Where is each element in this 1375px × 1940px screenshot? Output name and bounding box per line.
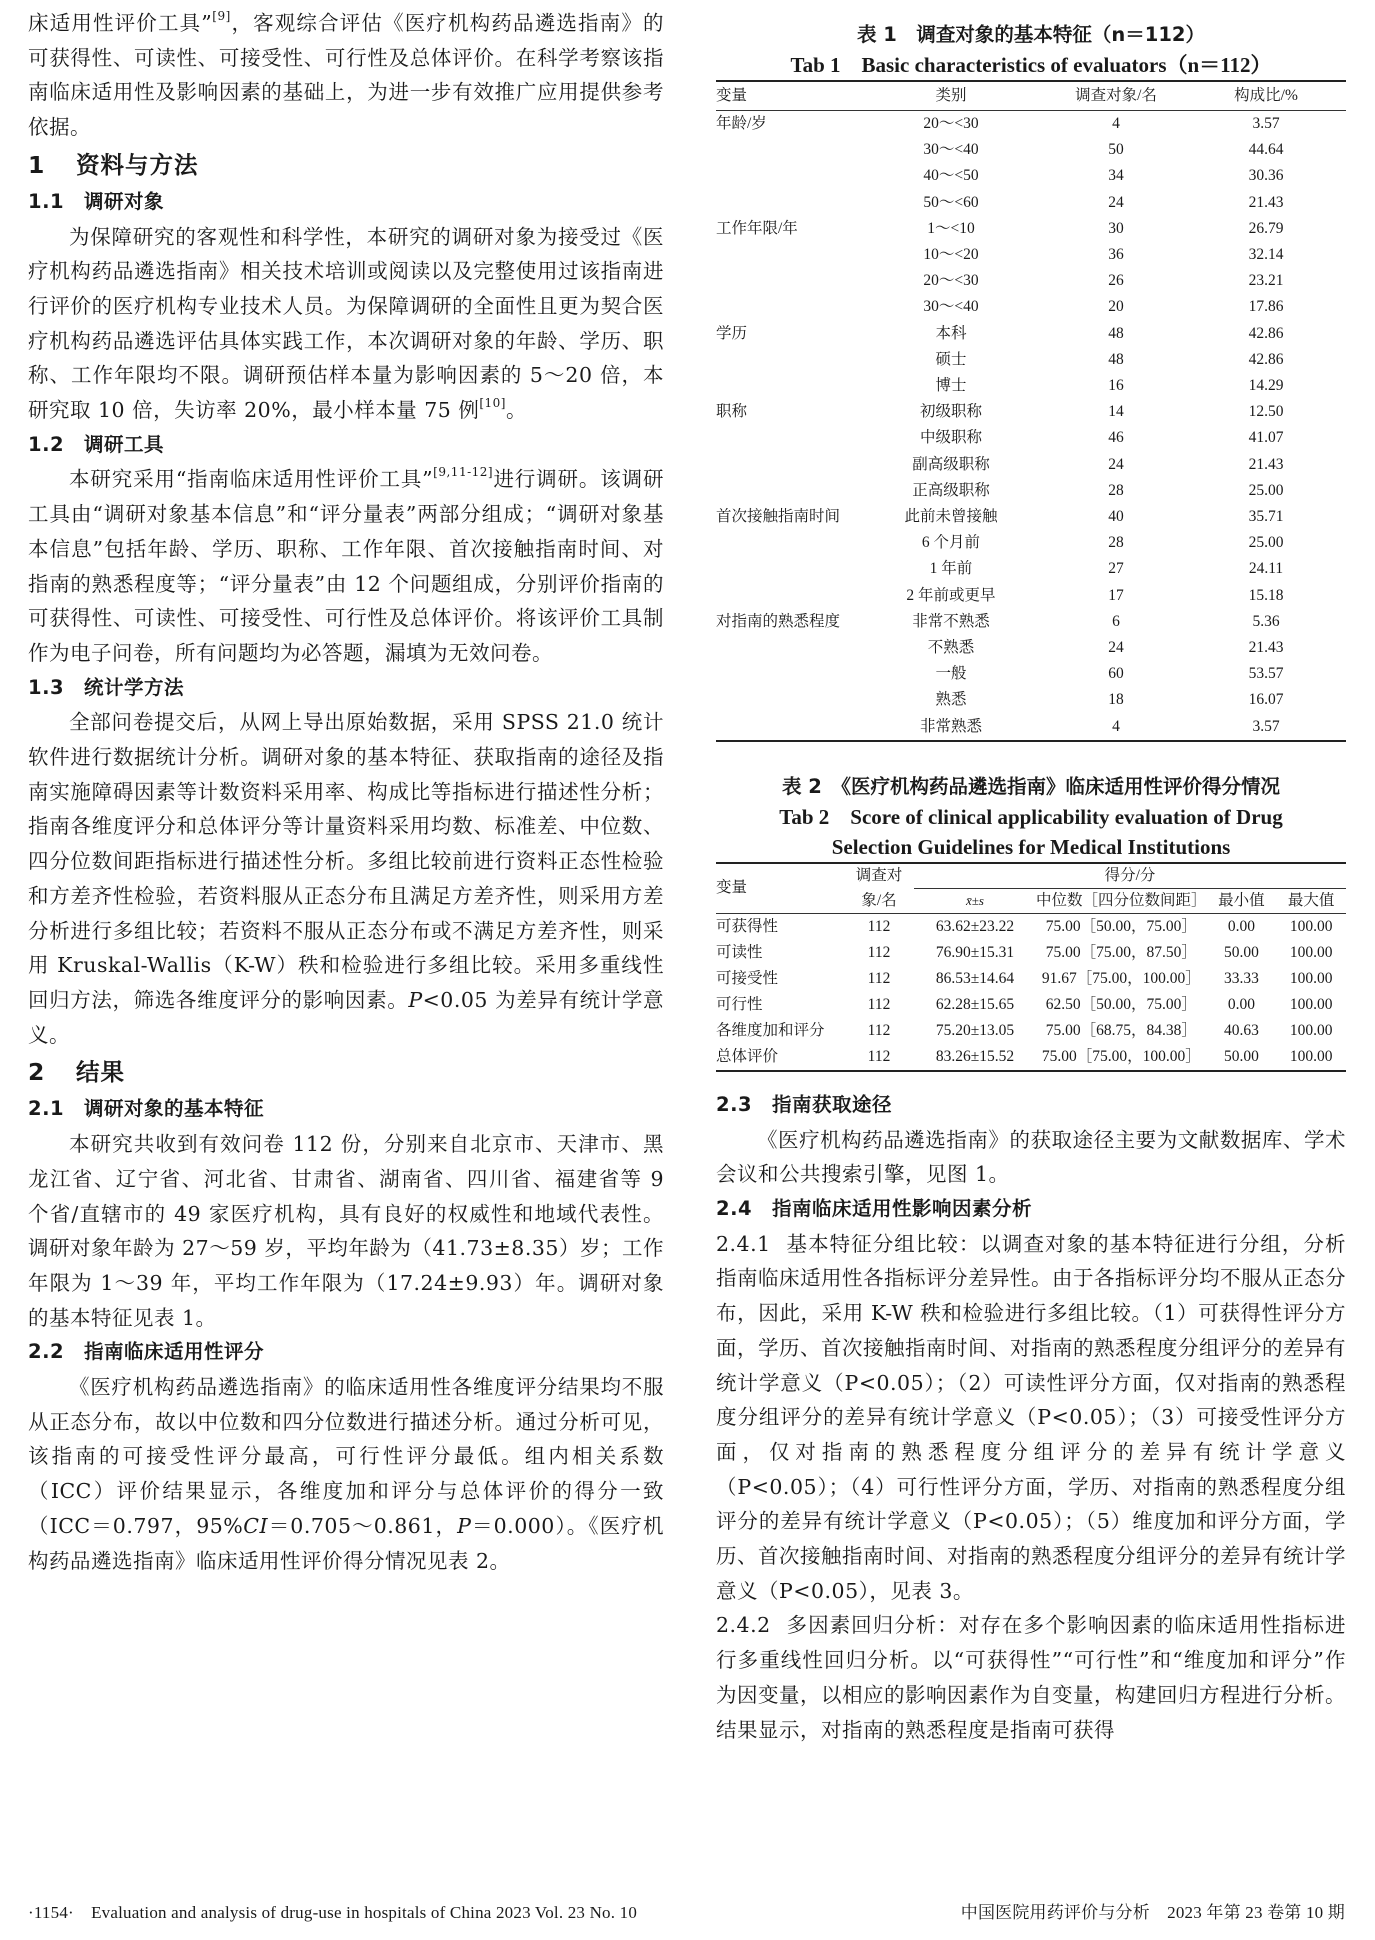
paragraph-2-2: 《医疗机构药品遴选指南》的临床适用性各维度评分结果均不服从正态分布，故以中位数和四分位数进行描述分析。通过分析可见，该指南的可接受性评分最高，可行性评分最低。组内相关系数（ICC）评价结果显示，各维度加和评分与总体评价的得分一致（ICC＝0.797，95%CI＝0.705～0.861，P＝0.000）。《医疗机构药品遴选指南》临床适用性评价得分情况见表 2。 [28,1375,664,1573]
table1-cell: 3.57 [1252,115,1280,132]
table1-row [716,137,1346,163]
table1-row [716,163,1346,189]
table2-cell: 100.00 [1289,1021,1333,1039]
paragraph-2-1: 本研究共收到有效问卷 112 份，分别来自北京市、天津市、黑龙江省、辽宁省、河北省、甘肃省、湖南省、四川省、福建省等 9 个省/直辖市的 49 家医疗机构，具有良好的权威性和地域代表性。调研对象年龄为 27～59 岁，平均年龄为（41.73±8.35）岁；工作年限为 1～39 年，平均工作年限为（17.24±9.93）年。调研对象的基本特征见表 1。 [28,1132,664,1330]
table1-cell: 12.50 [1248,403,1284,421]
table1-cell: 副高级职称 [912,455,990,473]
table1-cell: 50～<60 [923,193,979,211]
right-text [716,1088,1346,1747]
table1-cell: 24 [1108,455,1124,473]
table2-caption-en: Tab 2 Score of clinical applicability evaluation of Drug [779,804,1283,829]
table1-cell: 46 [1108,429,1124,447]
table1-cell: 6 [1112,612,1120,630]
table1-cell [716,190,856,216]
table2-cell: 91.67［75.00，100.00］ [1041,969,1201,987]
paragraph-2-4-1: 2.4.1 基本特征分组比较：以调查对象的基本特征进行分组，分析指南临床适用性各指标评分差异性。由于各指标评分均不服从正态分布，因此，采用 K-W 秩和检验进行多组比较。（1）可获得性评分方面，学历、首次接触指南时间、对指南的熟悉程度分组评分的差异有统计学意义（P<0.05）；（2）可读性评分方面，仅对指南的熟悉程度分组评分的差异有统计学意义（P<0.05）；（3）可接受性评分方面，仅对指南的熟悉程度分组评分的差异有统计学意义（P<0.05）；（4）可行性评分方面，学历、对指南的熟悉程度分组评分的差异有统计学意义（P<0.05）；（5）维度加和评分方面，学历、首次接触指南时间、对指南的熟悉程度分组评分的差异有统计学意义（P<0.05），见表 3。 [716,1231,1346,1603]
table1-cell: 硕士 [935,350,967,368]
table2-cell: 75.00［68.75，84.38］ [1045,1021,1197,1039]
table1-cell [716,583,856,609]
table2-cell: 112 [867,969,891,987]
table1-row [716,190,1346,216]
table1-cell: 2 年前或更早 [906,586,996,604]
table1-cell: 35.71 [1248,508,1284,526]
table1-cell: 18 [1108,691,1124,709]
subsection-heading-2-1: 2.1 调研对象的基本特征 [28,1097,265,1121]
table2-row [716,966,1346,992]
table1-cell: 42.86 [1248,324,1284,342]
page-footer-right: 中国医院用药评价与分析 2023 年第 23 卷第 10 期 [960,1903,1345,1922]
table1-cell: 14.29 [1248,377,1284,395]
table2-cell: 75.00［75.00，100.00］ [1041,1047,1201,1065]
table1-cell: 60 [1108,665,1124,683]
table1-row [716,452,1346,478]
table1-cell: 41.07 [1248,429,1284,447]
table1-cell: 年龄/岁 [716,115,767,132]
table1-cell [716,347,856,373]
table1-row [716,478,1346,504]
table1-cell [716,294,856,320]
table1-row [716,347,1346,373]
paragraph-1-3: 全部问卷提交后，从网上导出原始数据，采用 SPSS 21.0 统计软件进行数据统计分析。调研对象的基本特征、获取指南的途径及指南实施障碍因素等计数资料采用率、构成比等指标进行描述性分析；指南各维度评分和总体评分等计量资料采用均数、标准差、中位数、四分位数间距指标进行描述性分析。多组比较前进行资料正态性检验和方差齐性检验，若资料服从正态分布且满足方差齐性，则采用方差分析进行多组比较；若资料不服从正态分布或不满足方差齐性，则采用 Kruskal-Wallis（K-W）秩和检验进行多组比较。采用多重线性回归方法，筛选各维度评分的影响因素。P<0.05 为差异有统计学意义。 [28,710,664,1047]
table2-row [716,940,1346,966]
table2-cell: 63.62±23.22 [935,917,1015,935]
table1-row [716,583,1346,609]
table1-cell: 23.21 [1248,272,1284,290]
table2-subheader: x̄±s [914,888,1036,913]
table1-cell: 26 [1108,272,1124,290]
table2-row [716,1018,1346,1044]
table1-row [716,425,1346,451]
table1-cell [716,556,856,582]
table2-cell: 可获得性 [716,917,779,935]
table2-subheader: 最小值 [1207,888,1277,913]
table1-cell: 21.43 [1248,193,1284,211]
table1-row [716,373,1346,399]
table1-row [716,111,1346,138]
table1-cell: 42.86 [1248,350,1284,368]
table2-cell: 112 [867,943,891,961]
table2-cell: 75.20±13.05 [935,1021,1015,1039]
table2-cell: 112 [867,995,891,1013]
table1-cell: 不熟悉 [927,639,975,657]
table1-cell: 30 [1108,219,1124,237]
table1-cell: 5.36 [1252,612,1280,630]
table2-cell: 83.26±15.52 [935,1047,1015,1065]
table2-row [716,992,1346,1018]
table2-cell: 100.00 [1289,1047,1333,1065]
table2-cell: 40.63 [1223,1021,1259,1039]
table1 [716,80,1346,742]
section-heading-1: 1 资料与方法 [28,150,199,179]
table1-row [716,504,1346,530]
table2-cell: 100.00 [1289,943,1333,961]
table1-row [716,687,1346,713]
table1-cell: 40 [1108,508,1124,526]
table2-subheader: 最大值 [1276,888,1346,913]
table2-cell: 100.00 [1289,969,1333,987]
table1-cell: 3.57 [1252,717,1280,735]
table1-cell [716,635,856,661]
table2-cell: 各维度加和评分 [716,1021,825,1039]
table1-cell: 对指南的熟悉程度 [716,612,841,630]
table1-row [716,714,1346,741]
table1-header: 类别 [856,81,1046,111]
table1-cell: 24 [1108,639,1124,657]
table2 [716,862,1346,1072]
table1-row [716,399,1346,425]
table1-cell: 本科 [935,324,967,342]
table1-cell: 21.43 [1248,455,1284,473]
table2-block [716,772,1346,1072]
table2-cell: 可读性 [716,943,763,961]
table1-cell: 20 [1108,298,1124,316]
table1-cell: 学历 [716,324,748,342]
table1-row [716,294,1346,320]
table1-cell: 非常熟悉 [919,717,982,735]
table2-cell: 可行性 [716,995,763,1013]
table2-header-row [716,863,1346,889]
intro-paragraph: 床适用性评价工具”[9]，客观综合评估《医疗机构药品遴选指南》的可获得性、可读性、可接受性、可行性及总体评价。在科学考察该指南临床适用性及影响因素的基础上，为进一步有效推广应用提供参考依据。 [28,9,665,140]
page-footer-left: ·1154· Evaluation and analysis of drug-use in hospitals of China 2023 Vol. 23 No. 10 [28,1903,638,1922]
table2-cell: 86.53±14.64 [935,969,1015,987]
table1-cell: 非常不熟悉 [912,612,990,630]
table1-cell: 博士 [935,377,967,395]
table1-cell: 20～<30 [923,115,979,132]
table1-row [716,609,1346,635]
table1-cell: 此前未曾接触 [904,508,998,526]
subsection-heading-2-4: 2.4 指南临床适用性影响因素分析 [716,1196,1033,1220]
paragraph-1-1: 为保障研究的客观性和科学性，本研究的调研对象为接受过《医疗机构药品遴选指南》相关技术培训或阅读以及完整使用过该指南进行评价的医疗机构专业技术人员。为保障调研的全面性且更为契合医疗机构药品遴选评估具体实践工作，本次调研对象的年龄、学历、职称、工作年限均不限。调研预估样本量为影响因素的 5～20 倍，本研究取 10 倍，失访率 20%，最小样本量 75 例[10]。 [28,224,664,423]
table1-cell [716,242,856,268]
table1-row [716,242,1346,268]
table2-cell: 100.00 [1289,917,1333,935]
table1-cell [716,268,856,294]
paragraph-2-3: 《医疗机构药品遴选指南》的获取途径主要为文献数据库、学术会议和公共搜索引擎，见图 1。 [716,1127,1346,1187]
table1-cell: 36 [1108,246,1124,264]
table1-row [716,635,1346,661]
table1-header: 变量 [716,81,856,111]
left-column [28,0,664,1578]
table2-cell: 0.00 [1227,995,1255,1013]
subsection-heading-2-3: 2.3 指南获取途径 [716,1092,893,1116]
paragraph-2-4-2: 2.4.2 多因素回归分析：对存在多个影响因素的临床适用性指标进行多重线性回归分析。以“可获得性”“可行性”和“维度加和评分”作为因变量，以相应的影响因素作为自变量，构建回归方程进行分析。结果显示，对指南的熟悉程度是指南可获得 [716,1613,1346,1742]
table1-cell: 44.64 [1248,141,1284,159]
table2-cell: 62.28±15.65 [935,995,1015,1013]
table1-cell: 14 [1108,403,1124,421]
table2-caption-en-line2: Selection Guidelines for Medical Institutions [831,834,1231,859]
table1-cell: 熟悉 [935,691,967,709]
table1-cell: 48 [1108,324,1124,342]
table1-cell: 中级职称 [919,429,982,447]
table1-block [716,20,1346,742]
table2-cell: 112 [867,1047,891,1065]
table1-row [716,216,1346,242]
table2-cell: 100.00 [1289,995,1333,1013]
table1-cell: 1 年前 [929,560,973,578]
table2-cell: 112 [867,1021,891,1039]
table1-cell [716,478,856,504]
table2-header-n-line2: 象/名 [844,888,914,913]
table2-cell: 33.33 [1223,969,1259,987]
table1-row [716,530,1346,556]
table1-cell: 30～<40 [923,141,979,159]
table2-row [716,913,1346,940]
table1-cell [716,452,856,478]
table2-cell: 50.00 [1223,1047,1259,1065]
table1-cell [716,687,856,713]
table2-cell: 62.50［50.00，75.00］ [1045,995,1197,1013]
table1-cell: 24 [1108,193,1124,211]
table1-cell [716,530,856,556]
table1-caption-en: Tab 1 Basic characteristics of evaluators（n＝112） [790,53,1272,77]
table2-header-variable: 变量 [716,863,844,914]
table1-cell: 30.36 [1248,167,1284,185]
table1-cell [716,137,856,163]
table1-header: 调查对象/名 [1046,81,1186,111]
table1-cell: 24.11 [1248,560,1284,578]
table1-cell: 28 [1108,534,1124,552]
table1-cell: 28 [1108,481,1124,499]
table2-cell: 0.00 [1227,917,1255,935]
paragraph-1-2: 本研究采用“指南临床适用性评价工具”[9,11-12]进行调研。该调研工具由“调研对象基本信息”和“评分量表”两部分组成；“调研对象基本信息”包括年龄、学历、职称、工作年限、首次接触指南时间、对指南的熟悉程度等；“评分量表”由 12 个问题组成，分别评价指南的可获得性、可读性、可接受性、可行性及总体评价。将该评价工具制作为电子问卷，所有问题均为必答题，漏填为无效问卷。 [28,465,664,665]
table1-cell: 1～<10 [927,219,975,237]
table2-cell: 总体评价 [716,1047,779,1065]
table2-cell: 75.00［50.00，75.00］ [1045,917,1197,935]
table2-cell: 112 [867,917,891,935]
table2-row [716,1044,1346,1071]
table1-cell: 20～<30 [923,272,979,290]
table1-cell: 26.79 [1248,219,1284,237]
table1-cell: 40～<50 [923,167,979,185]
table1-cell: 工作年限/年 [716,219,798,237]
section-heading-2: 2 结果 [28,1058,125,1087]
table1-cell: 17 [1108,586,1124,604]
table1-cell: 48 [1108,350,1124,368]
table1-cell [716,373,856,399]
table1-cell: 6 个月前 [921,534,981,552]
table2-subheader: 中位数［四分位数间距］ [1036,888,1207,913]
table1-cell: 32.14 [1248,246,1284,264]
table1-cell: 10～<20 [923,246,979,264]
table2-cell: 76.90±15.31 [935,943,1015,961]
table1-cell: 27 [1108,560,1124,578]
subsection-heading-2-2: 2.2 指南临床适用性评分 [28,1340,265,1364]
table2-cell: 可接受性 [716,969,779,987]
subsection-heading-1-2: 1.2 调研工具 [28,432,165,456]
table1-cell: 正高级职称 [912,481,990,499]
table1-cell: 4 [1112,717,1120,735]
citation: [10] [479,396,506,411]
table2-caption-cn: 表 2 《医疗机构药品遴选指南》临床适用性评价得分情况 [781,774,1281,798]
table1-cell: 21.43 [1248,639,1284,657]
subsection-heading-1-1: 1.1 调研对象 [28,189,165,213]
table1-cell: 16 [1108,377,1124,395]
table2-cell: 50.00 [1223,943,1259,961]
table1-row [716,556,1346,582]
table2-header-score-group: 得分/分 [914,863,1346,889]
table1-cell: 4 [1112,115,1120,132]
table1-row [716,321,1346,347]
table1-cell: 53.57 [1248,665,1284,683]
citation: [9] [212,9,231,23]
table1-cell: 30～<40 [923,298,979,316]
table1-cell [716,425,856,451]
table2-cell: 75.00［75.00，87.50］ [1045,943,1197,961]
table1-cell: 50 [1108,141,1124,159]
right-column [716,0,1346,1747]
table1-cell: 17.86 [1248,298,1284,316]
subsection-heading-1-3: 1.3 统计学方法 [28,675,185,699]
table1-cell: 一般 [935,665,967,683]
table2-header-n: 调查对 [855,867,903,885]
citation: [9,11-12] [433,465,494,480]
table1-cell [716,661,856,687]
table1-row [716,661,1346,687]
table1-header-row [716,81,1346,111]
table1-cell [716,163,856,189]
table1-header: 构成比/% [1186,81,1346,111]
table1-cell: 25.00 [1248,481,1284,499]
table1-cell: 25.00 [1248,534,1284,552]
table1-row [716,268,1346,294]
table1-cell: 15.18 [1248,586,1284,604]
table1-cell: 16.07 [1248,691,1284,709]
table1-cell: 初级职称 [919,403,982,421]
table1-cell [716,714,856,741]
table1-cell: 34 [1108,167,1124,185]
table1-cell: 职称 [716,403,748,421]
table1-caption-cn: 表 1 调查对象的基本特征（n＝112） [857,23,1205,46]
table1-cell: 首次接触指南时间 [716,508,841,526]
